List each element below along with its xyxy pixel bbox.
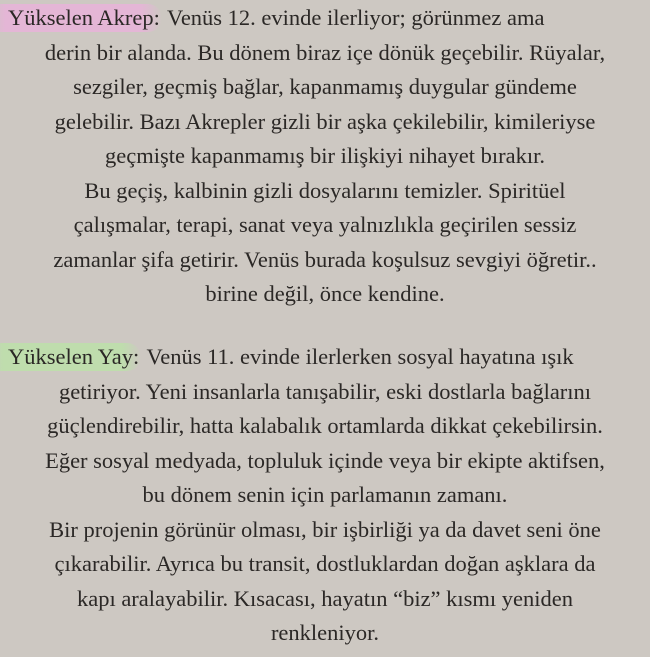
heading-highlight bbox=[0, 4, 162, 32]
section-heading: Yükselen Yay: bbox=[8, 344, 140, 369]
text-line: renkleniyor. bbox=[270, 620, 380, 645]
text-line: çıkarabilir. Ayrıca bu transit, dostluklardan doğan aşklara da bbox=[54, 551, 596, 576]
text-line: gelebilir. Bazı Akrepler gizli bir aşka çekilebilir, kimileriyse bbox=[54, 108, 596, 134]
text-line: Bu geçiş, kalbinin gizli dosyalarını temizler. Spiritüel bbox=[84, 177, 566, 203]
text-line: kapı aralayabilir. Kısacası, hayatın “biz” kısmı yeniden bbox=[76, 585, 574, 611]
text-line: bu dönem senin için parlamanın zamanı. bbox=[142, 482, 508, 507]
paragraph-text: Venüs 11. evinde ilerlerken sosyal hayatına ışık bbox=[141, 344, 574, 369]
heading-highlight bbox=[0, 343, 141, 371]
text-line: getiriyor. Yeni insanlarla tanışabilir, eski dostlarla bağlarını bbox=[58, 378, 592, 404]
text-line: Bir projenin görünür olması, bir işbirliği ya da davet seni öne bbox=[49, 516, 601, 542]
text-line: geçmişte kapanmamış bir ilişkiyi nihayet bırakır. bbox=[105, 143, 545, 168]
text-line: güçlendirebilir, hatta kalabalık ortamlarda dikkat çekebilirsin. bbox=[47, 413, 603, 438]
text-line: Eğer sosyal medyada, topluluk içinde veya bir ekipte aktifsen, bbox=[45, 447, 605, 473]
text-line: birine değil, önce kendine. bbox=[205, 281, 445, 306]
text-line: zamanlar şifa getirir. Venüs burada koşulsuz sevgiyi öğretir.. bbox=[53, 246, 597, 272]
text-line: derin bir alanda. Bu dönem biraz içe dönük geçebilir. Rüyalar, bbox=[44, 39, 606, 65]
section-yukselen-akrep bbox=[0, 1, 650, 312]
text-line bbox=[6, 1, 644, 36]
text-line: çalışmalar, terapi, sanat veya yalnızlıkla geçirilen sessiz bbox=[73, 212, 577, 237]
text-line bbox=[6, 340, 644, 375]
text-line: sezgiler, geçmiş bağlar, kapanmamış duygular gündeme bbox=[73, 74, 577, 99]
section-heading: Yükselen Akrep: bbox=[8, 5, 160, 30]
section-yukselen-yay bbox=[0, 340, 650, 651]
paragraph-text: Venüs 12. evinde ilerliyor; görünmez ama bbox=[161, 5, 545, 30]
